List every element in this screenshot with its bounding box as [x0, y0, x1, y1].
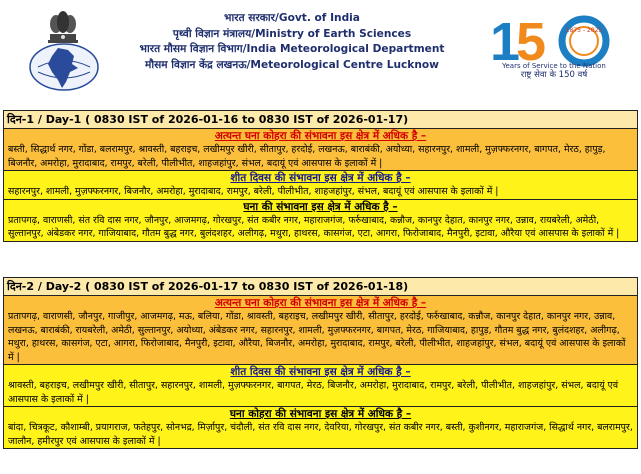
- day2-dense-fog-title: अत्यन्त घना कोहरा की संभावना इस क्षेत्र में अधिक है –: [214, 297, 427, 309]
- day1-cold-day-title: शीत दिवस की संभावना इस क्षेत्र में अधिक है –: [230, 172, 411, 184]
- day2-dense-fog-section: [4, 296, 637, 365]
- page-header: [0, 0, 641, 100]
- day2-cold-day-text: श्रावस्ती, बहराइच, लखीमपुर खीरी, सीतापुर, सहारनपुर, शामली, मुज़फ्फरनगर, बागपत, मेरठ, बिजनौर, अमरोहा, मुरादाबाद, रामपुर, बरेली, पीलीभीत, शाहजहांपुर, संभल, बदायूं एवं आसपास के इलाकों में |: [8, 380, 619, 405]
- day2-panel: [3, 277, 638, 449]
- day1-panel: [3, 110, 638, 242]
- title-imd: भारत मौसम विज्ञान विभाग/India Meteorological Department: [139, 43, 445, 55]
- day1-dense-fog-text: बस्ती, सिद्धार्थ नगर, गोंडा, बलरामपुर, श्रावस्ती, बहराइच, लखीमपुर खीरी, सीतापुर, हरदोई, लखनऊ, बाराबंकी, अयोध्या, सहारनपुर, शामली, मुज़फ्फरनगर, बागपत, मेरठ, हापुड़, बिजनौर, अमरोहा, मुरादाबाद, रामपुर, बरेली, पीलीभीत, शाहजहांपुर, संभल, बदायूं एवं आसपास के इलाकों में |: [8, 144, 606, 169]
- day2-title: दिन-2 / Day-2 ( 0830 IST of 2026-01-17 to 0830 IST of 2026-01-18): [4, 278, 637, 296]
- day2-fog-title: घना कोहरा की संभावना इस क्षेत्र में अधिक है –: [229, 408, 412, 420]
- day1-dense-fog-section: [4, 129, 637, 171]
- anniversary-caption: [484, 62, 624, 80]
- day2-dense-fog-text: प्रतापगढ़, वाराणसी, जौनपुर, गाजीपुर, आजमगढ़, मऊ, बलिया, गोंडा, श्रावस्ती, बहराइच, लखीमपुर खीरी, सीतापुर, हरदोई, फर्रुखाबाद, कन्नौज, कानपुर देहात, कानपुर नगर, उन्नाव, लखनऊ, बाराबंकी, रायबरेली, अमेठी, सुल्तानपुर, अयोध्या, अंबेडकर नगर, सहारनपुर, शामली, मुज़फ्फरनगर, बागपत, मेरठ, गाजियाबाद, हापुड़, गौतम बुद्ध नगर, बुलंदशहर, अलीगढ़, मथुरा, हाथरस, कासगंज, एटा, आगरा, फिरोजाबाद, मैनपुरी, इटावा, औरैया, बिजनौर, अमरोहा, मुरादाबाद, रामपुर, बरेली, पीलीभीत, शाहजहांपुर, संभल, बदायूं एवं आसपास के इलाकों में |: [8, 311, 626, 363]
- day1-fog-title: घना की संभावना इस क्षेत्र में अधिक है –: [243, 200, 398, 213]
- title-mc-lucknow: मौसम विज्ञान केंद्र लखनऊ/Meteorological Centre Lucknow: [145, 58, 439, 71]
- day1-title: दिन-1 / Day-1 ( 0830 IST of 2026-01-16 to 0830 IST of 2026-01-17): [4, 111, 637, 129]
- day1-fog-text: प्रतापगढ़, वाराणसी, संत रवि दास नगर, जौनपुर, आजमगढ़, गोरखपुर, संत कबीर नगर, महाराजगंज, फर्रुखाबाद, कन्नौज, कानपुर देहात, कानपुर नगर, उन्नाव, रायबरेली, अमेठी, सुल्तानपुर, अंबेडकर नगर, गाजियाबाद, गौतम बुद्ध नगर, बुलंदशहर, अलीगढ़, मथुरा, हाथरस, कासगंज, एटा, आगरा, फिरोजाबाद, मैनपुरी, इटावा, औरैया एवं आसपास के इलाकों में |: [8, 214, 620, 239]
- day2-fog-text: बांदा, चित्रकूट, कौशाम्बी, प्रयागराज, फतेहपुर, सोनभद्र, मिर्ज़ापुर, चंदौली, संत रवि दास नगर, देवरिया, गोरखपुर, संत कबीर नगर, बस्ती, कुशीनगर, महाराजगंज, सिद्धार्थ नगर, बलरामपुर, जालौन, हमीरपुर एवं आसपास के इलाकों में |: [8, 422, 633, 447]
- org-titles: [112, 11, 472, 73]
- day2-cold-day-title: शीत दिवस की संभावना इस क्षेत्र में अधिक है –: [230, 366, 411, 378]
- anniversary-english: Years of Service to the Nation: [502, 62, 606, 70]
- svg-text:1875 - 2025: 1875 - 2025: [565, 27, 603, 34]
- national-emblem-icon: [40, 6, 86, 46]
- day1-dense-fog-title: अत्यन्त घना कोहरा की संभावना इस क्षेत्र में अधिक है –: [214, 130, 427, 142]
- day2-fog-section: [4, 407, 637, 448]
- day1-cold-day-section: [4, 171, 637, 200]
- day1-fog-section: [4, 200, 637, 241]
- imd-logo-icon: [28, 42, 100, 92]
- title-govt: भारत सरकार/Govt. of India: [224, 12, 360, 24]
- svg-text:1: 1: [490, 12, 521, 72]
- day1-cold-day-text: सहारनपुर, शामली, मुज़फ्फरनगर, बिजनौर, अमरोहा, मुरादाबाद, रामपुर, बरेली, पीलीभीत, शाहजहांपुर, संभल, बदायूं एवं आसपास के इलाकों में |: [8, 186, 499, 197]
- anniversary-hindi: राष्ट्र सेवा के 150 वर्ष: [520, 70, 588, 80]
- day2-cold-day-section: [4, 365, 637, 407]
- title-ministry: पृथ्वी विज्ञान मंत्रालय/Ministry of Earth Sciences: [172, 27, 412, 40]
- svg-text:5: 5: [516, 12, 547, 72]
